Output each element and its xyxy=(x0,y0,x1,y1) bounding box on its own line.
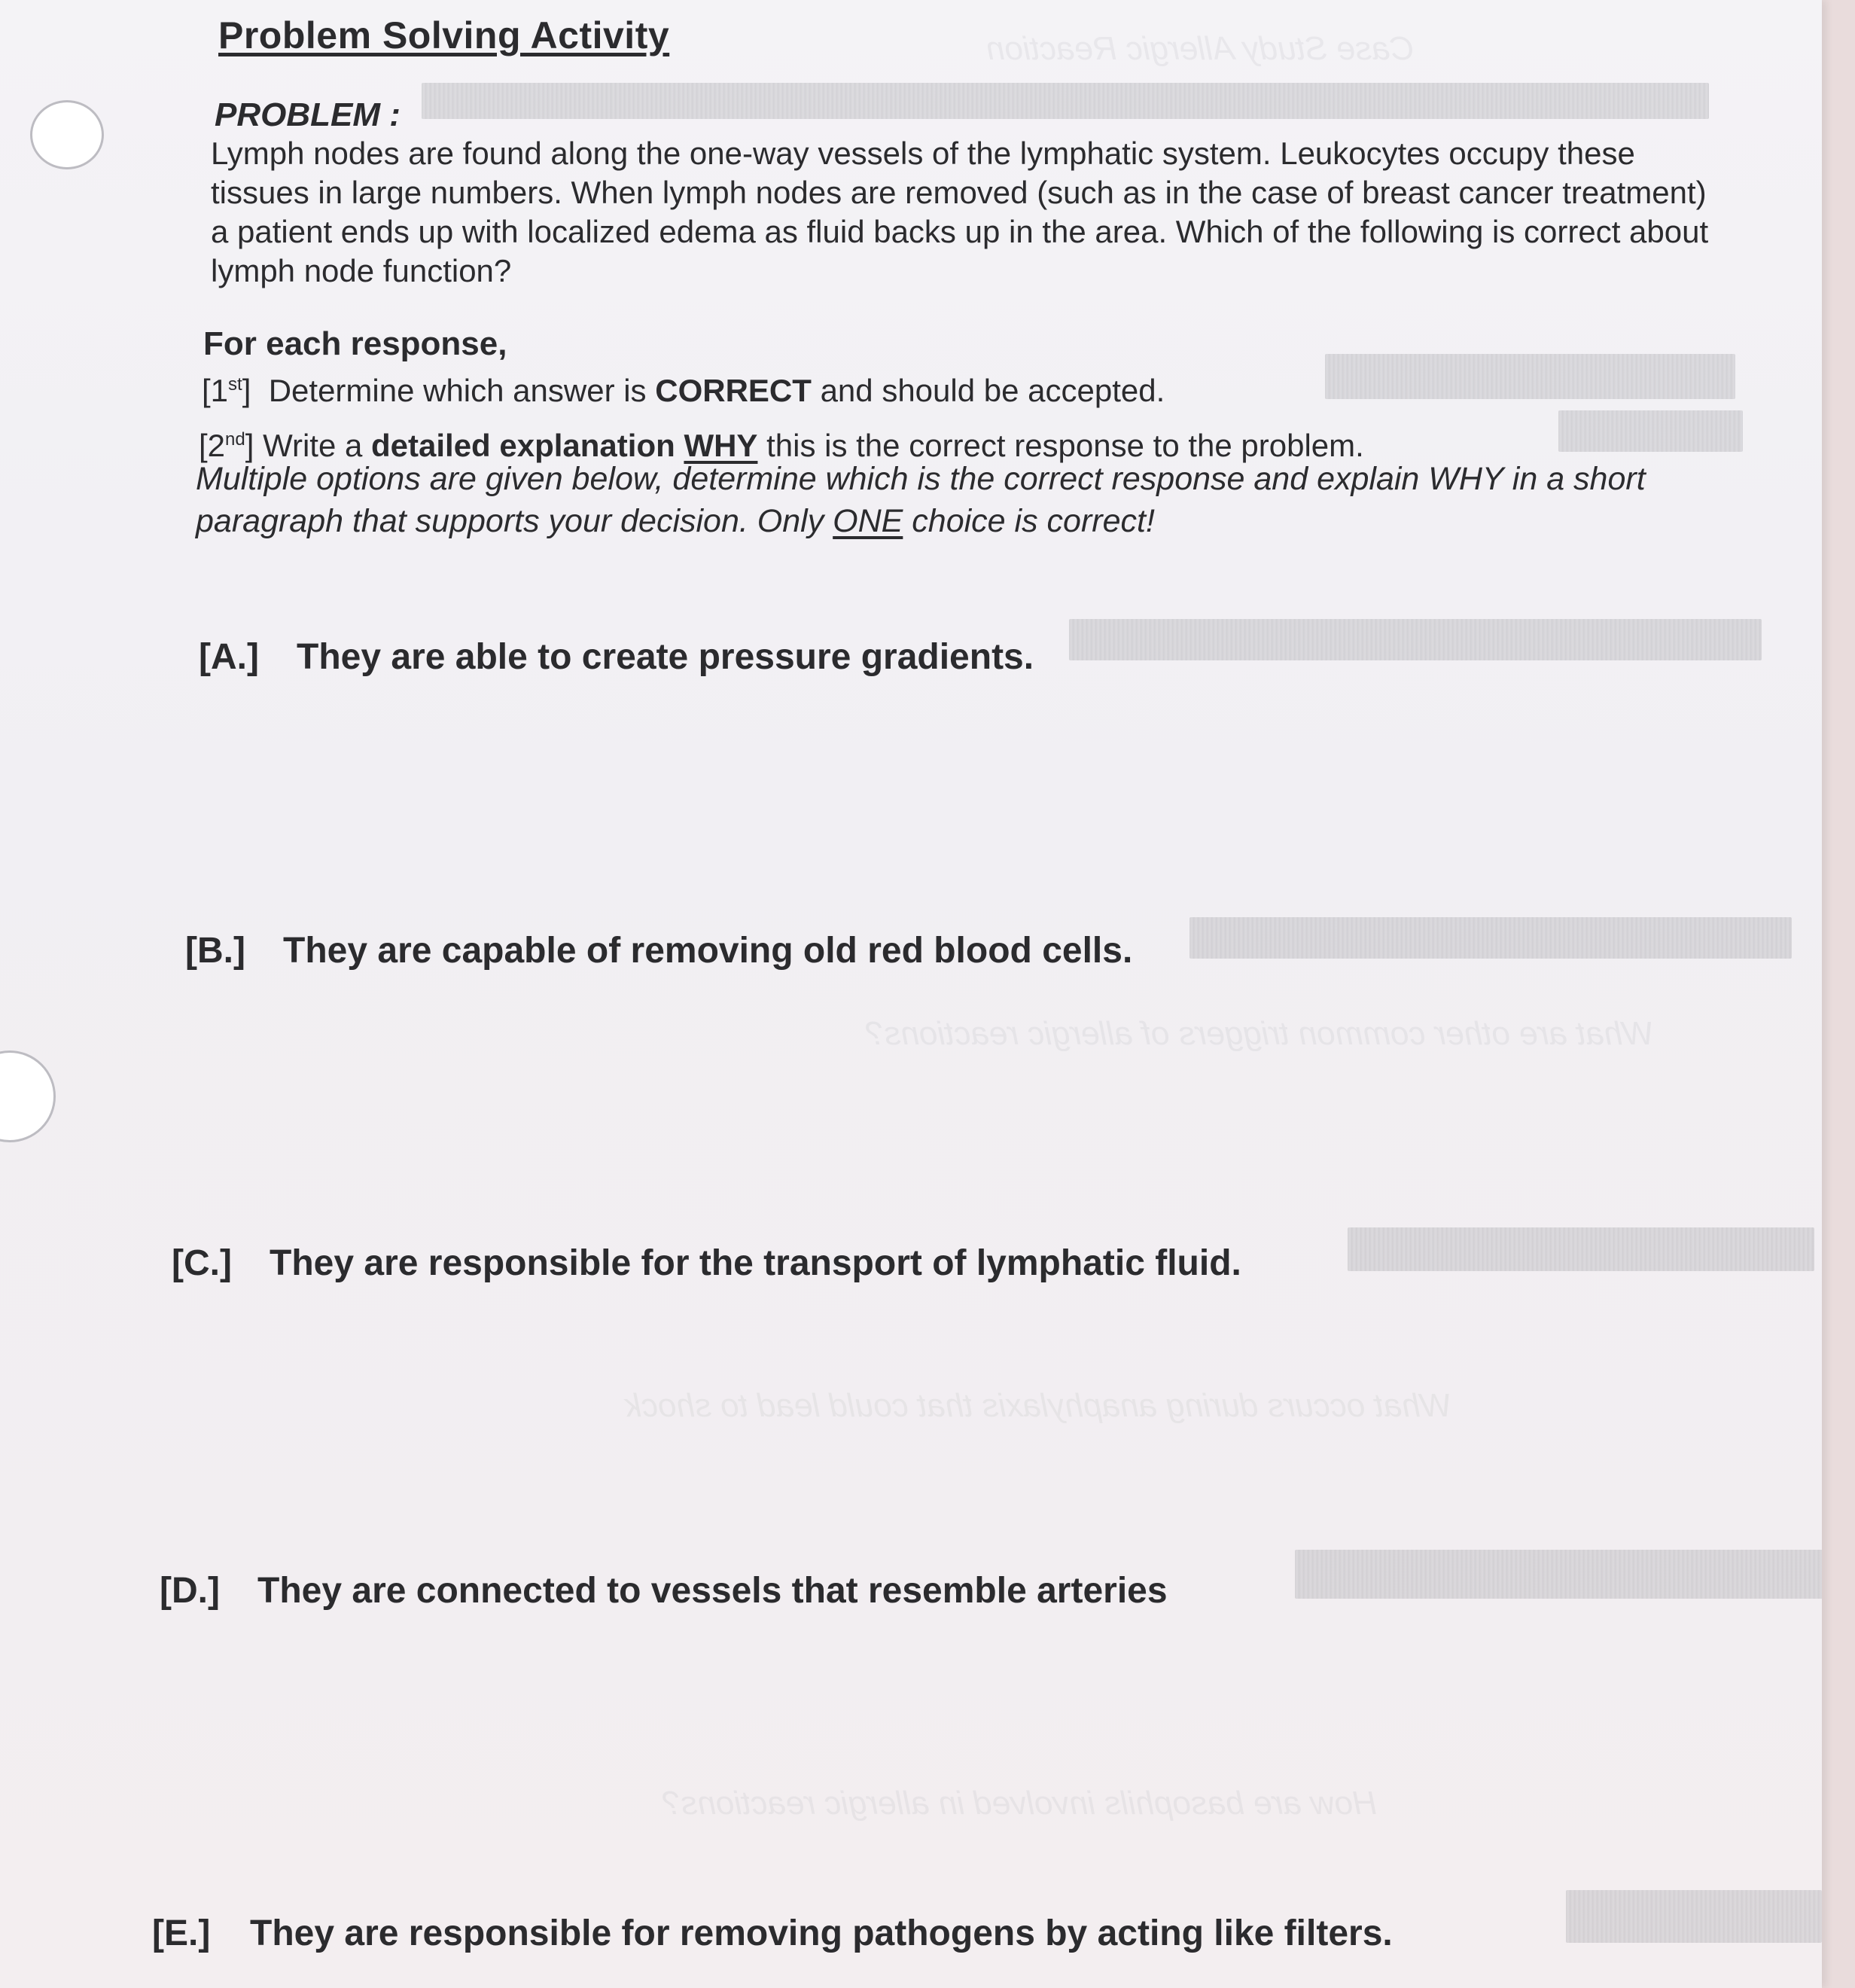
problem-heading: PROBLEM : xyxy=(215,96,401,133)
step-2-emphasis: detailed explanation xyxy=(371,428,675,463)
step-2-number: [2 xyxy=(199,428,226,463)
highlight-band-option-d xyxy=(1295,1550,1822,1599)
step-1-number: [1 xyxy=(202,373,229,408)
option-text: They are responsible for the transport of lymphatic fluid. xyxy=(270,1243,1241,1283)
step-2-why: WHY xyxy=(684,428,758,463)
step-2-text: Write a xyxy=(254,428,371,463)
step-1-ordinal: st xyxy=(228,374,242,395)
note-underlined: ONE xyxy=(833,503,903,539)
highlight-band-option-b xyxy=(1189,917,1792,959)
highlight-band-step2 xyxy=(1558,410,1743,452)
page-edge xyxy=(1822,0,1855,1988)
punch-hole-top xyxy=(30,100,104,169)
option-a xyxy=(199,636,1034,678)
option-letter: [E.] xyxy=(152,1913,211,1953)
bleed-through-text: Case Study Allergic Reaction xyxy=(986,30,1415,67)
option-d xyxy=(160,1570,1168,1611)
step-1-text: Determine which answer is xyxy=(251,373,656,408)
step-2-bracket: ] xyxy=(245,428,254,463)
highlight-band-option-c xyxy=(1348,1227,1814,1271)
option-letter: [D.] xyxy=(160,1571,220,1611)
step-2-ordinal: nd xyxy=(225,429,245,450)
option-c xyxy=(172,1242,1241,1284)
step-2-text-end: this is the correct response to the problem. xyxy=(757,428,1364,463)
highlight-band-option-e xyxy=(1566,1890,1822,1943)
instructions-heading: For each response, xyxy=(203,325,507,362)
problem-statement: Lymph nodes are found along the one-way vessels of the lymphatic system. Leukocytes occupy these tissues in large numbers. When lymph nodes are removed (such as in the case of breast cancer treatment) a patient ends up with localized edema as fluid backs up in the area. Which of the following is correct about lymph node function? xyxy=(211,136,1709,288)
option-letter: [B.] xyxy=(185,931,245,971)
instruction-step-1 xyxy=(202,373,1165,409)
option-b xyxy=(185,930,1132,971)
highlight-band-step1 xyxy=(1325,354,1735,399)
bleed-through-text: How are basophils involved in allergic reactions? xyxy=(662,1785,1377,1822)
note-text: Multiple options are given below, determine which is the correct response and explain WHY in a short paragraph that supports your decision. Only xyxy=(196,461,1646,539)
step-1-emphasis: CORRECT xyxy=(655,373,812,408)
bleed-through-text: What occurs during anaphylaxis that could lead to shock xyxy=(625,1387,1452,1424)
bleed-through-text: What are other common triggers of allergic reactions? xyxy=(866,1015,1654,1052)
step-1-text-end: and should be accepted. xyxy=(811,373,1165,408)
instruction-note xyxy=(196,458,1762,542)
page-title: Problem Solving Activity xyxy=(218,14,670,56)
highlight-band-option-a xyxy=(1069,619,1762,660)
option-text: They are capable of removing old red blood cells. xyxy=(283,931,1133,971)
note-text-end: choice is correct! xyxy=(903,503,1155,539)
option-letter: [C.] xyxy=(172,1243,232,1283)
highlight-band-problem xyxy=(422,83,1709,119)
option-e xyxy=(152,1913,1393,1954)
option-text: They are connected to vessels that resemble arteries xyxy=(257,1571,1168,1611)
option-letter: [A.] xyxy=(199,637,259,677)
step-1-bracket: ] xyxy=(242,373,251,408)
punch-hole-middle xyxy=(0,1050,56,1142)
option-text: They are responsible for removing pathogens by acting like filters. xyxy=(250,1913,1393,1953)
option-text: They are able to create pressure gradients. xyxy=(297,637,1034,677)
